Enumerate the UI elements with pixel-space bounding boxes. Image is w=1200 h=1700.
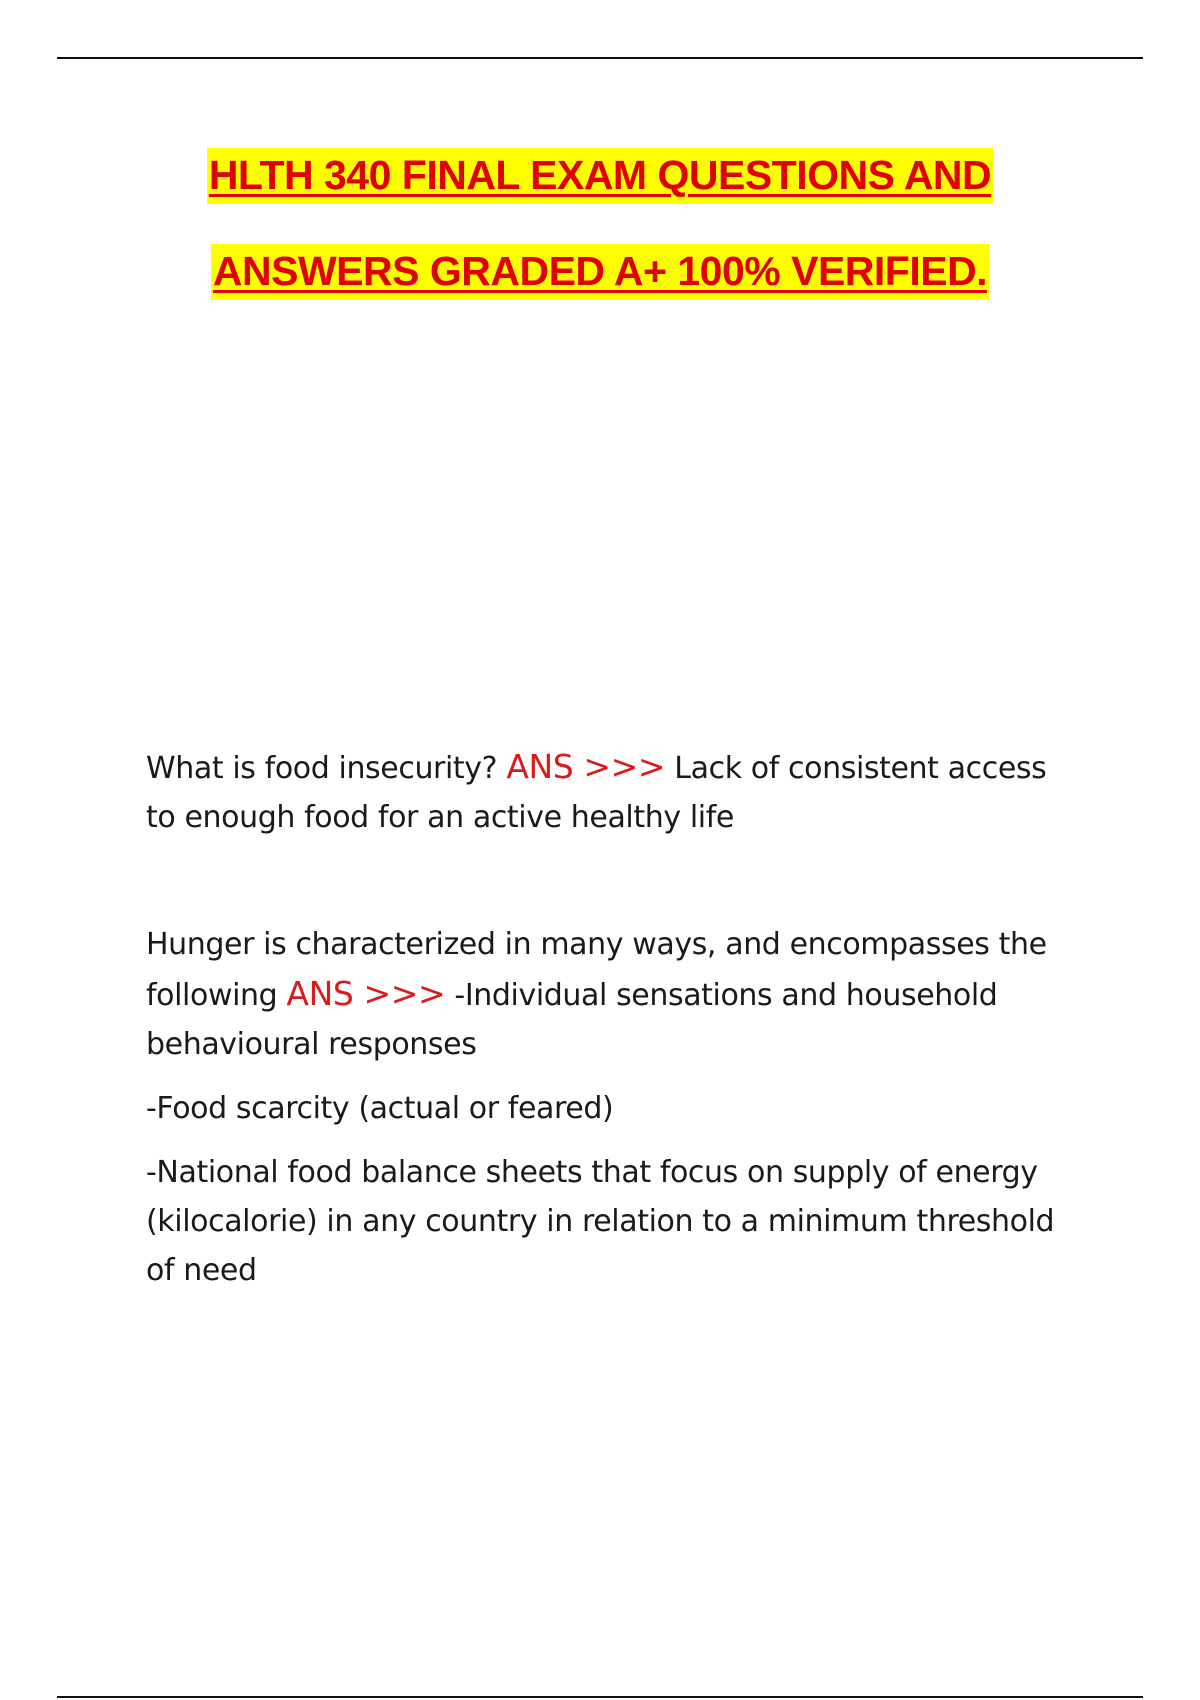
answer-list-item: -Food scarcity (actual or feared) (146, 1091, 614, 1126)
bottom-rule (57, 1696, 1143, 1698)
question-text: What is food insecurity? (146, 751, 507, 786)
document-title-line-2 (0, 248, 1200, 295)
answer-list-item: -National food balance sheets that focus on supply of energy (kilocalorie) in any country in relation to a minimum threshold of need (146, 1155, 1055, 1288)
qa-item-2 (146, 920, 1076, 1295)
title-text-2: ANSWERS GRADED A+ 100% VERIFIED. (211, 244, 989, 300)
answer-marker: ANS >>> (506, 747, 666, 786)
qa-item-1 (146, 742, 1076, 842)
top-rule (57, 57, 1143, 59)
answer-text: -Individual sensations and household behavioural responses (146, 978, 998, 1062)
title-text-1: HLTH 340 FINAL EXAM QUESTIONS AND (207, 148, 993, 204)
answer-text: Lack of consistent access to enough food for an active healthy life (146, 751, 1047, 835)
document-title-line-1 (0, 152, 1200, 199)
answer-marker: ANS >>> (286, 974, 446, 1013)
qa-paragraph (146, 920, 1076, 1069)
qa-paragraph (146, 742, 1076, 842)
question-text: Hunger is characterized in many ways, and encompasses the following (146, 927, 1047, 1013)
